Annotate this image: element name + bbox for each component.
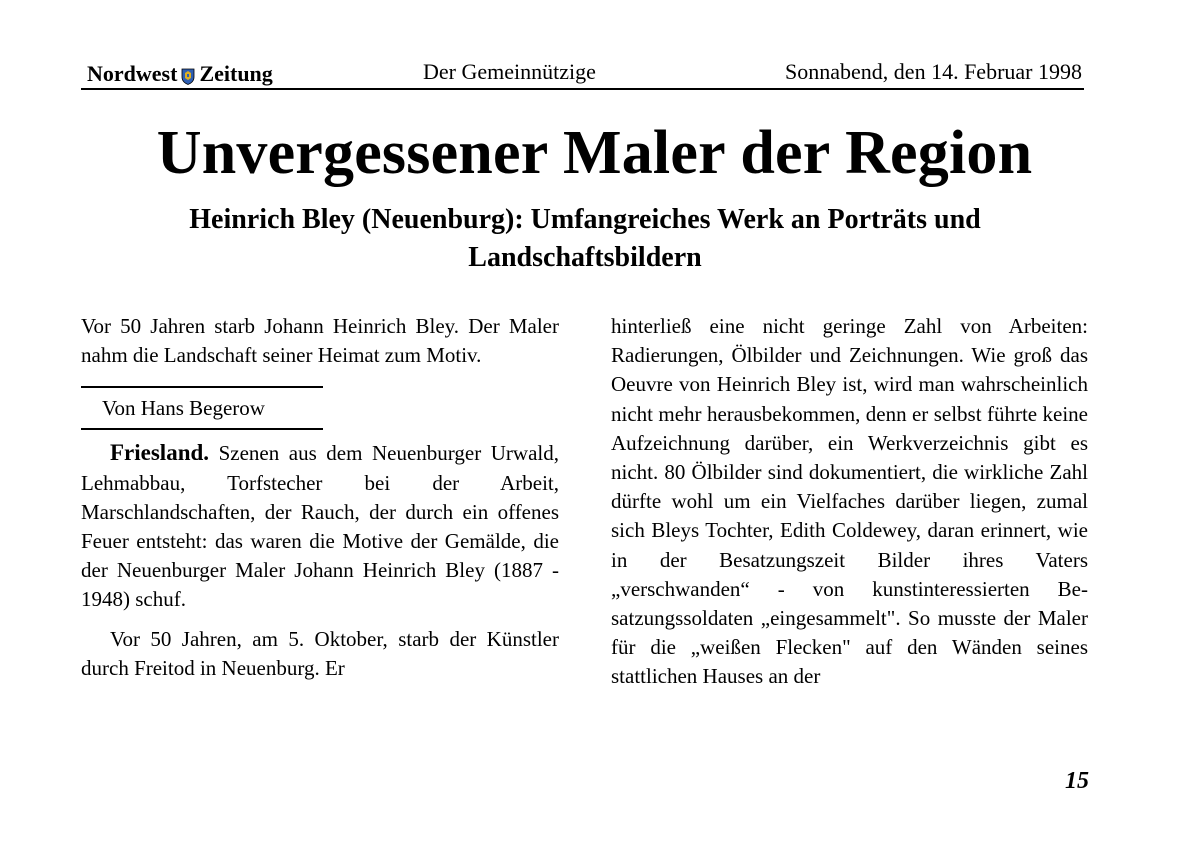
newspaper-name-right: Zeitung	[199, 60, 273, 86]
article-column-left	[81, 312, 559, 683]
article-lead: Vor 50 Jahren starb Johann Heinrich Bley. Der Maler nahm die Landschaft seiner Heimat zum Motiv.	[81, 314, 559, 368]
article-byline: Von Hans Begerow	[102, 396, 265, 421]
article-paragraph: Vor 50 Jahren, am 5. Oktober, starb der Künstler durch Freitod in Neuenburg. Er	[81, 626, 559, 680]
issue-date: Sonnabend, den 14. Februar 1998	[785, 59, 1082, 84]
article-subheadline: Heinrich Bley (Neuenburg): Umfangreiches Werk an Porträts und Landschaftsbildern	[189, 204, 981, 273]
page-number: 15	[1065, 768, 1089, 794]
byline-rule-bottom	[81, 428, 323, 430]
article-paragraph-text: Szenen aus dem Neuenburger Urwald, Lehmabbau, Torfstecher bei der Arbeit, Marschlandschaften, der Rauch, der durch ein offenes Feuer entsteht: das waren die Motive der Gemälde, die der Neuenburger Maler Johann Heinrich Bley (1887 - 1948) schuf.	[81, 441, 559, 612]
newspaper-name	[87, 59, 273, 87]
newspaper-name-left: Nordwest	[87, 60, 178, 86]
article-column-right	[611, 312, 1088, 692]
coat-of-arms-icon	[181, 65, 195, 82]
article-paragraph-continued: hinterließ eine nicht geringe Zahl von Arbeiten: Radierungen, Ölbilder und Zeichnungen. Wie groß das Oeuvre von Heinrich Bley ist, wird man wahrscheinlich nicht mehr herausbekommen, denn er selbst führte keine Aufzeichnung darüber, ein Werkverzeichnis gibt es nicht. 80 Ölbilder sind dokumentiert, die wirkliche Zahl dürfte wohl um ein Vielfaches darüber liegen, zumal sich Bleys Tochter, Edith Coldewey, daran erinnert, wie in der Besatzungszeit Bilder ihres Vaters „verschwanden“ - von kunstinteressierten Besatzungssoldaten „eingesammelt". So musste der Maler für die „weißen Flecken" auf den Wänden seines stattlichen Hauses an der	[611, 314, 1088, 689]
article-headline: Unvergessener Maler der Region	[156, 119, 1033, 187]
section-name: Der Gemeinnützige	[423, 59, 596, 84]
masthead	[81, 58, 1084, 90]
article-dateline: Friesland.	[110, 440, 210, 466]
article-paragraph	[81, 438, 559, 614]
